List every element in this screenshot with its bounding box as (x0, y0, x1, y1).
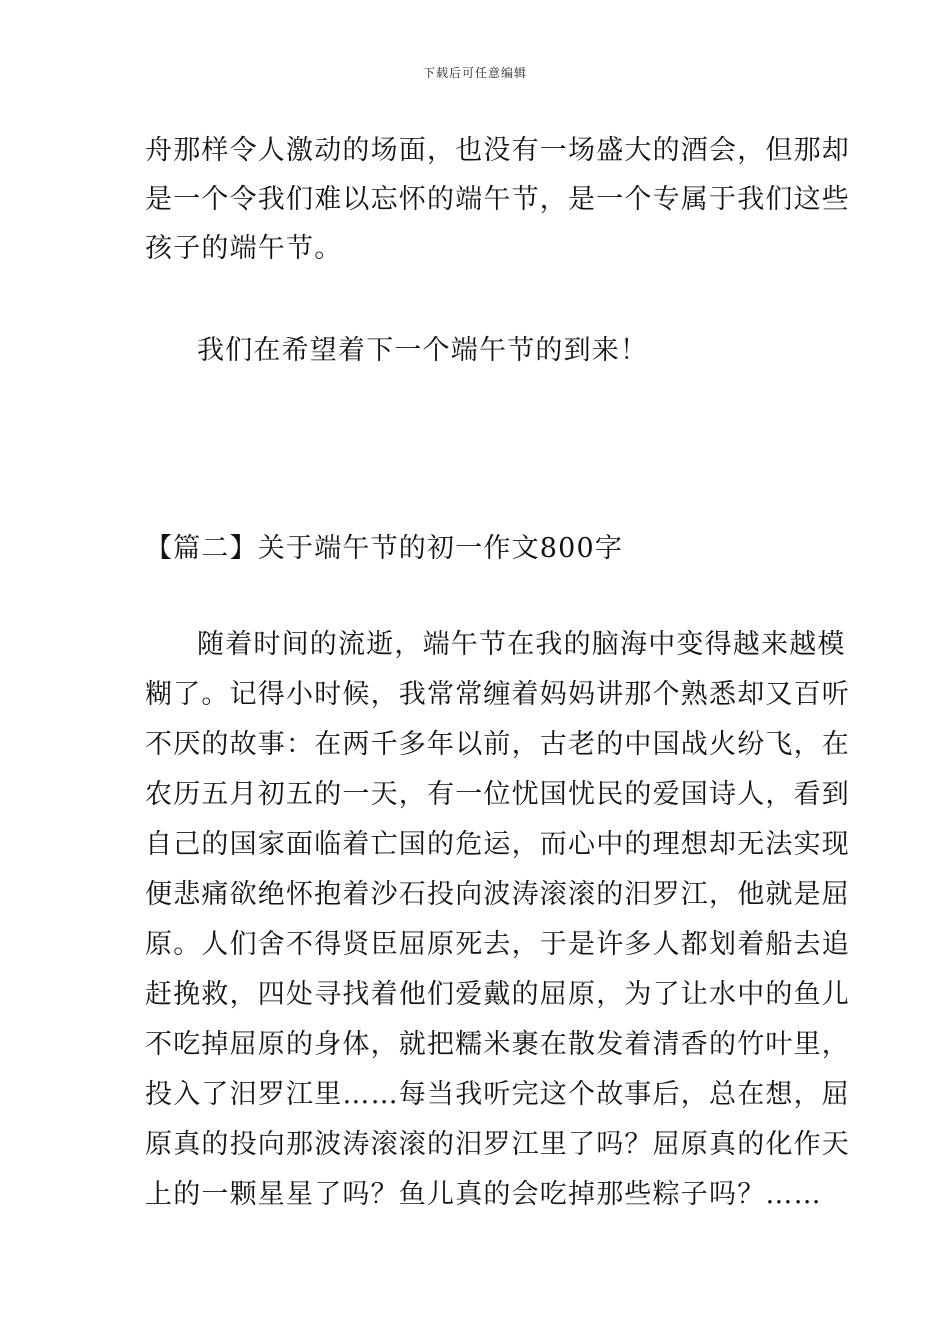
article-two-line-5: 自己的国家面临着亡国的危运，而心中的理想却无法实现 (145, 829, 850, 860)
article-two-line-12: 上的一颗星星了吗？鱼儿真的会吃掉那些粽子吗？…… (145, 1179, 822, 1210)
article-two-line-3: 不厌的故事：在两千多年以前，古老的中国战火纷飞，在 (145, 729, 850, 760)
article-two-line-9: 不吃掉屈原的身体，就把糯米裹在散发着清香的竹叶里， (145, 1029, 850, 1060)
intro-line-3: 孩子的端午节。 (145, 233, 343, 264)
page-header: 下载后可任意编辑 (422, 66, 527, 80)
article-two-line-6: 便悲痛欲绝怀抱着沙石投向波涛滚滚的汨罗江，他就是屈 (145, 879, 850, 910)
article-two-line-7: 原。人们舍不得贤臣屈原死去，于是许多人都划着船去追 (145, 929, 850, 960)
article-two-line-2: 糊了。记得小时候，我常常缠着妈妈讲那个熟悉却又百听 (145, 679, 850, 710)
article-two-line-4: 农历五月初五的一天，有一位忧国忧民的爱国诗人，看到 (145, 779, 850, 810)
closing-line: 我们在希望着下一个端午节的到来！ (197, 335, 649, 366)
article-two-title: 【篇二】关于端午节的初一作文800字 (145, 533, 624, 564)
article-two-line-1: 随着时间的流逝，端午节在我的脑海中变得越来越模 (197, 629, 846, 660)
article-two-line-10: 投入了汨罗江里……每当我听完这个故事后，总在想，屈 (145, 1079, 850, 1110)
article-two-line-8: 赶挽救，四处寻找着他们爱戴的屈原，为了让水中的鱼儿 (145, 979, 850, 1010)
intro-line-2: 是一个令我们难以忘怀的端午节，是一个专属于我们这些 (145, 184, 850, 215)
intro-line-1: 舟那样令人激动的场面，也没有一场盛大的酒会，但那却 (145, 135, 850, 166)
article-two-line-11: 原真的投向那波涛滚滚的汨罗江里了吗？屈原真的化作天 (145, 1129, 850, 1160)
